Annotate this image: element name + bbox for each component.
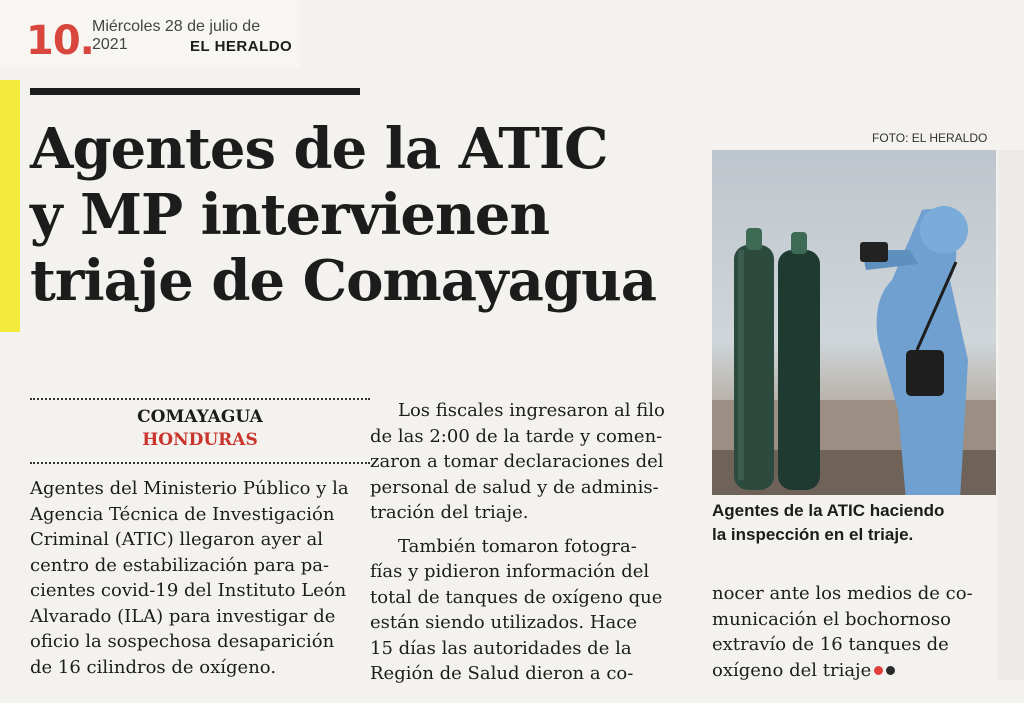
highlighter-mark	[0, 80, 20, 332]
article-column-1	[30, 476, 370, 680]
publication-date: Miércoles 28 de julio de 2021	[92, 18, 261, 53]
photo-credit: FOTO: EL HERALDO	[872, 131, 988, 145]
dotted-divider-bottom	[30, 462, 370, 464]
photo-illustration	[712, 150, 996, 495]
photo-caption	[712, 499, 1012, 547]
headline-line: y MP intervienen	[30, 182, 550, 248]
text-line: Criminal (ATIC) llegaron ayer al	[30, 529, 323, 550]
text-line: centro de estabilización para pa-	[30, 554, 330, 576]
text-line: Región de Salud dieron a co-	[370, 663, 634, 684]
text-line-last	[712, 658, 1002, 684]
shoulder-bag	[906, 350, 944, 396]
article-column-3	[712, 581, 1002, 683]
text-line: tración del triaje.	[370, 502, 529, 523]
location-city: COMAYAGUA	[137, 407, 263, 427]
text-line: de 16 cilindros de oxígeno.	[30, 656, 277, 678]
end-mark-dark-dot	[886, 666, 895, 675]
article-photo	[712, 150, 996, 495]
newspaper-name: EL HERALDO	[190, 38, 293, 55]
oxygen-cylinder	[778, 250, 820, 490]
text-line: de las 2:00 de la tarde y comen-	[370, 425, 663, 447]
adjacent-page-edge	[998, 150, 1024, 680]
text-line: nocer ante los medios de co-	[712, 583, 973, 604]
text-line: Agentes del Ministerio Público y la	[30, 478, 349, 499]
article-headline	[30, 116, 710, 314]
text-line: personal de salud y de adminis-	[370, 476, 659, 498]
caption-line: la inspección en el triaje.	[712, 525, 914, 544]
headline-rule	[30, 88, 360, 95]
camera	[860, 242, 888, 262]
text-line: 15 días las autoridades de la	[370, 637, 632, 659]
text-line: Alvarado (ILA) para investigar de	[30, 605, 336, 627]
article-column-2	[370, 398, 690, 687]
location-country: HONDURAS	[142, 430, 258, 450]
text-line: total de tanques de oxígeno que	[370, 586, 663, 608]
text-line: fías y pidieron información del	[370, 561, 650, 582]
page-number: 10.	[26, 18, 94, 64]
text-line: oficio la sospechosa desaparición	[30, 631, 335, 652]
headline-line: triaje de Comayagua	[30, 248, 657, 314]
text-line: cientes covid-19 del Instituto León	[30, 580, 347, 601]
text-line: Agencia Técnica de Investigación	[30, 503, 335, 525]
text-line: oxígeno del triaje	[712, 659, 872, 681]
text-line: están siendo utilizados. Hace	[370, 612, 638, 633]
caption-line: Agentes de la ATIC haciendo	[712, 501, 945, 520]
page-header	[0, 0, 300, 68]
text-line: extravío de 16 tanques de	[712, 634, 949, 655]
text-line: municación el bochornoso	[712, 608, 951, 630]
text-line: También tomaron fotogra-	[398, 535, 637, 557]
end-mark-red-dot	[874, 666, 883, 675]
text-line: Los fiscales ingresaron al filo	[398, 400, 665, 421]
text-line: zaron a tomar declaraciones del	[370, 451, 664, 472]
dotted-divider-top	[30, 398, 370, 400]
headline-line: Agentes de la ATIC	[30, 116, 608, 182]
